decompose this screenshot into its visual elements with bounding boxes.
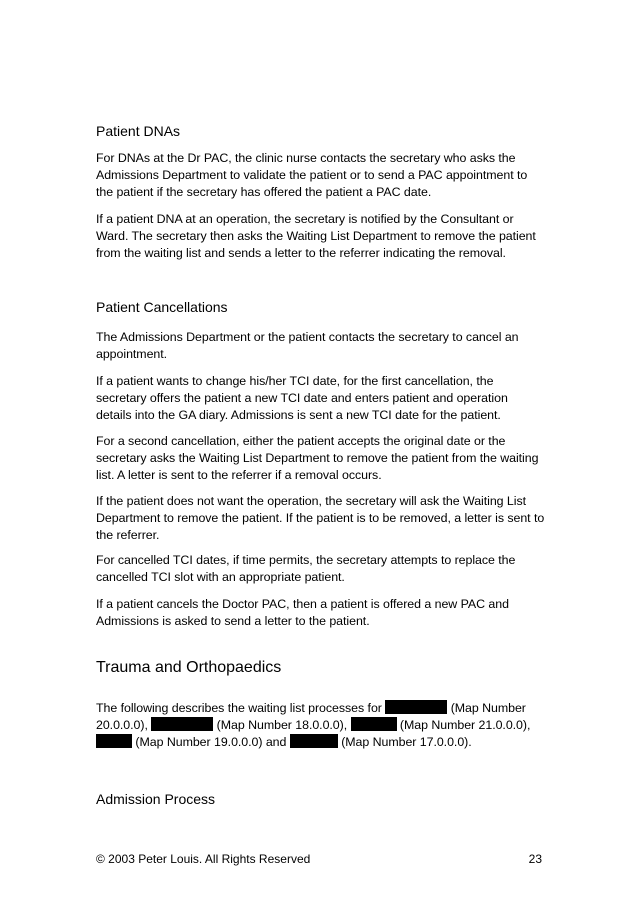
- heading-trauma-orthopaedics: Trauma and Orthopaedics: [96, 659, 282, 676]
- trauma-map-3: (Map Number 21.0.0.0),: [399, 718, 531, 733]
- trauma-map-4: (Map Number 19.0.0.0) and: [135, 735, 287, 750]
- paragraph-cancellations-2: If a patient wants to change his/her TCI date, for the first cancellation, the secretary offers the patient a new TCI date and enters patient and operation details into the GA diary. Admissions is sent a new TCI date for the patient.: [96, 374, 508, 423]
- redaction-box: [290, 734, 338, 748]
- trauma-map-5: (Map Number 17.0.0.0).: [341, 735, 472, 750]
- heading-patient-dnas: Patient DNAs: [96, 123, 181, 139]
- paragraph-cancellations-3: For a second cancellation, either the patient accepts the original date or the secretary asks the Waiting List Department to remove the patient from the waiting list. A letter is sent to the referrer if a removal occurs.: [96, 434, 539, 483]
- redaction-box: [151, 717, 213, 731]
- paragraph-cancellations-4: If the patient does not want the operation, the secretary will ask the Waiting List Department to remove the patient. If the patient is to be removed, a letter is sent to the referrer.: [96, 494, 545, 543]
- trauma-map-2: (Map Number 18.0.0.0),: [216, 718, 348, 733]
- redaction-box: [96, 734, 132, 748]
- paragraph-dnas-1: For DNAs at the Dr PAC, the clinic nurse contacts the secretary who asks the Admissions Department to validate the patient or to send a PAC appointment to the patient if the secretary has offered the patient a PAC date.: [96, 151, 528, 200]
- redaction-box: [385, 700, 447, 714]
- heading-admission-process: Admission Process: [96, 791, 216, 807]
- heading-patient-cancellations: Patient Cancellations: [96, 299, 228, 315]
- paragraph-cancellations-6: If a patient cancels the Doctor PAC, then a patient is offered a new PAC and Admissions is asked to send a letter to the patient.: [96, 597, 509, 629]
- paragraph-dnas-2: If a patient DNA at an operation, the secretary is notified by the Consultant or Ward. The secretary then asks the Waiting List Department to remove the patient from the waiting list and sends a letter to the referrer indicating the removal.: [96, 212, 536, 261]
- trauma-map-1: (Map Number 20.0.0.0),: [96, 701, 526, 733]
- trauma-intro-text: The following describes the waiting list processes for: [96, 701, 382, 715]
- redaction-box: [351, 717, 397, 731]
- paragraph-cancellations-5: For cancelled TCI dates, if time permits, the secretary attempts to replace the cancelled TCI slot with an appropriate patient.: [96, 553, 516, 585]
- paragraph-cancellations-1: The Admissions Department or the patient contacts the secretary to cancel an appointment.: [96, 330, 519, 362]
- footer-page-number: 23: [528, 852, 542, 866]
- paragraph-trauma-intro: [96, 700, 546, 752]
- footer-copyright: © 2003 Peter Louis. All Rights Reserved: [96, 852, 311, 866]
